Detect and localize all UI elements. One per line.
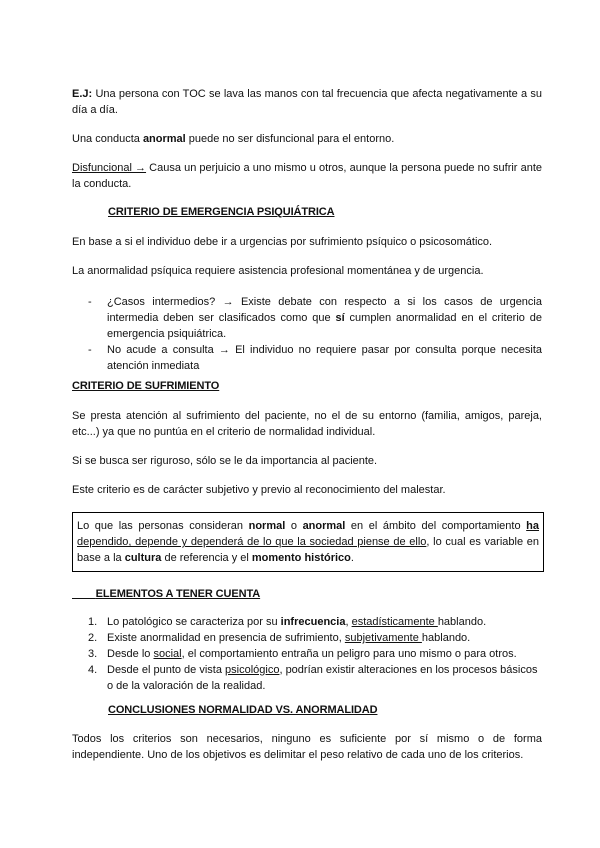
box-text: en el ámbito del comportamiento bbox=[345, 520, 527, 532]
list-item bbox=[88, 614, 542, 630]
list-item-text: hablando. bbox=[437, 616, 487, 628]
list-item-text: hablando. bbox=[421, 632, 471, 644]
emergency-paragraph-1: En base a si el individuo debe ir a urgencias por sufrimiento psíquico o psicosomático. bbox=[72, 236, 493, 248]
box-underlined-bold: ha bbox=[526, 520, 540, 532]
box-text: . bbox=[350, 552, 354, 564]
dysfunctional-term: Disfuncional → bbox=[72, 162, 147, 174]
list-item-text-post: cumplen anormalidad en el criterio de emergencia psiquiátrica. bbox=[107, 312, 542, 340]
list-item bbox=[88, 630, 542, 646]
heading-elements bbox=[72, 586, 260, 602]
list-item-text: , bbox=[345, 616, 352, 628]
list-number: 3. bbox=[88, 648, 98, 660]
list-item bbox=[88, 662, 542, 694]
list-item-text: ¿Casos intermedios? → Existe debate con respecto a si los casos de urgencia intermedia deben ser clasificados como que bbox=[107, 296, 542, 324]
dysfunctional-text: Causa un perjuicio a uno mismo u otros, aunque la persona puede no sufrir ante la conducta. bbox=[72, 162, 542, 190]
elements-list bbox=[88, 614, 542, 694]
box-text: , lo cual es variable en base a la bbox=[77, 536, 539, 564]
dysfunctional-paragraph bbox=[72, 160, 542, 192]
list-number: 4. bbox=[88, 664, 98, 676]
suffering-paragraph-3: Este criterio es de carácter subjetivo y previo al reconocimiento del malestar. bbox=[72, 484, 446, 496]
list-item-underlined: subjetivamente bbox=[344, 632, 422, 644]
box-bold-culture: cultura bbox=[124, 552, 162, 564]
list-item-bold: sí bbox=[335, 312, 345, 324]
emergency-paragraph-2: La anormalidad psíquica requiere asistencia profesional momentánea y de urgencia. bbox=[72, 265, 484, 277]
box-underlined: dependido, depende y dependerá de lo que la sociedad piense de ello bbox=[77, 536, 427, 548]
list-dash: - bbox=[88, 344, 92, 356]
example-paragraph bbox=[72, 86, 542, 118]
list-item-underlined: psicológico bbox=[225, 664, 280, 676]
box-bold-historical-moment: momento histórico bbox=[251, 552, 351, 564]
box-text: de referencia y el bbox=[161, 552, 252, 564]
list-item-text: Lo patológico se caracteriza por su bbox=[107, 616, 281, 628]
list-item-text: , el comportamiento entraña un peligro para uno mismo o para otros. bbox=[181, 648, 517, 660]
highlight-box bbox=[72, 512, 544, 572]
box-bold-normal: normal bbox=[248, 520, 286, 532]
abnormal-text-pre: Una conducta bbox=[72, 133, 143, 145]
example-label: E.J: bbox=[72, 88, 93, 100]
list-number: 1. bbox=[88, 616, 98, 628]
list-item-text: Existe anormalidad en presencia de sufrimiento, bbox=[107, 632, 345, 644]
list-dash: - bbox=[88, 296, 92, 308]
heading-elements-text: ELEMENTOS A TENER CUENTA bbox=[95, 588, 261, 600]
list-number: 2. bbox=[88, 632, 98, 644]
list-item-text: Desde lo bbox=[107, 648, 154, 660]
box-text: Lo que las personas consideran bbox=[77, 520, 249, 532]
suffering-paragraph-1: Se presta atención al sufrimiento del paciente, no el de su entorno (familia, amigos, pareja, etc...) ya que no puntúa en el criterio de normalidad individual. bbox=[72, 410, 542, 438]
example-text: Una persona con TOC se lava las manos con tal frecuencia que afecta negativamente a su día a día. bbox=[72, 88, 542, 116]
conclusions-paragraph: Todos los criterios son necesarios, ninguno es suficiente por sí mismo o de forma independiente. Uno de los objetivos es delimitar el peso relativo de cada uno de los criterios. bbox=[72, 733, 542, 761]
box-text: o bbox=[285, 520, 303, 532]
list-item bbox=[88, 294, 542, 342]
list-item-underlined: social bbox=[153, 648, 182, 660]
list-item-underlined: estadísticamente bbox=[351, 616, 438, 628]
box-bold-abnormal: anormal bbox=[302, 520, 346, 532]
heading-suffering-criterion: CRITERIO DE SUFRIMIENTO bbox=[72, 380, 220, 392]
abnormal-bold: anormal bbox=[142, 133, 186, 145]
emergency-list bbox=[88, 294, 542, 374]
heading-emergency-criterion: CRITERIO DE EMERGENCIA PSIQUIÁTRICA bbox=[108, 206, 335, 218]
heading-elements-gap bbox=[72, 588, 96, 600]
suffering-paragraph-2: Si se busca ser riguroso, sólo se le da importancia al paciente. bbox=[72, 455, 378, 467]
list-item-text: No acude a consulta → El individuo no requiere pasar por consulta porque necesita atención inmediata bbox=[107, 344, 542, 372]
list-item-text: Desde el punto de vista bbox=[107, 664, 226, 676]
list-item bbox=[88, 342, 542, 374]
abnormal-paragraph bbox=[72, 131, 542, 147]
list-item bbox=[88, 646, 542, 662]
list-item-bold: infrecuencia bbox=[280, 616, 346, 628]
abnormal-text-post: puede no ser disfuncional para el entorno. bbox=[185, 133, 395, 145]
list-item-text: , podrían existir alteraciones en los procesos básicos o de la valoración de la realidad. bbox=[107, 664, 538, 692]
heading-conclusions: CONCLUSIONES NORMALIDAD VS. ANORMALIDAD bbox=[108, 704, 378, 716]
